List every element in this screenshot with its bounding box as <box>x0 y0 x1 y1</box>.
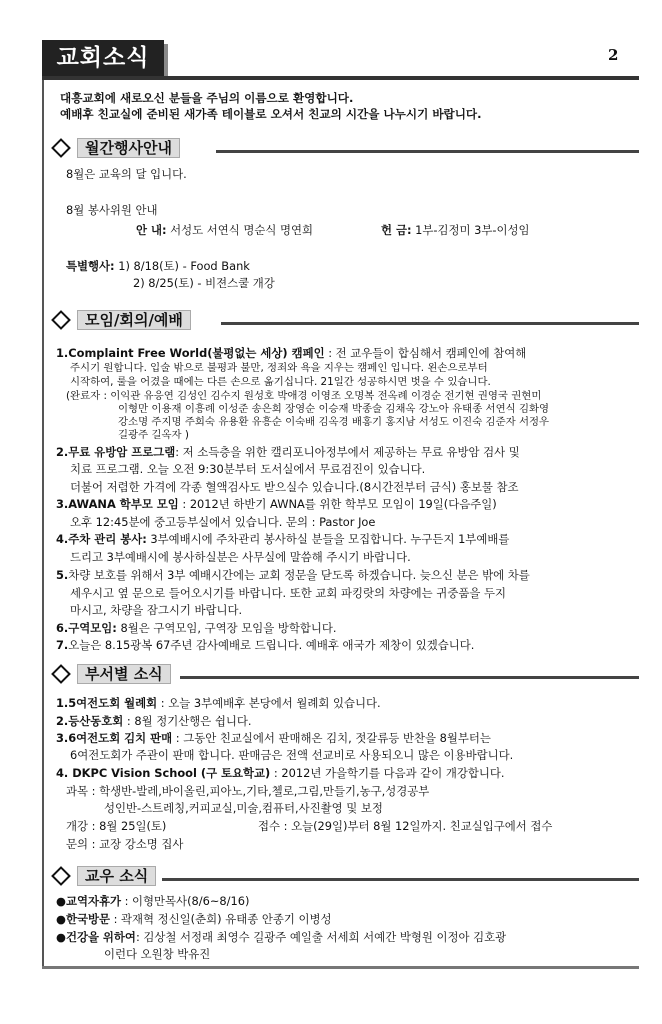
meeting-6-text: 8월은 구역모임, 구역장 모임을 방학합니다. <box>116 621 337 635</box>
member-news-1-text: : 이형만목사(8/6~8/16) <box>120 894 250 908</box>
meeting-1 <box>56 346 526 361</box>
header-rule <box>42 76 639 80</box>
meeting-4 <box>56 532 509 547</box>
section-title: 교우 소식 <box>77 866 156 886</box>
meeting-2-line-3: 더불어 저렴한 가격에 각종 혈액검사도 받으실수 있습니다.(8시간전부터 금식) 홍보물 참조 <box>70 480 519 494</box>
meeting-5-text: 차량 보호를 위해서 3부 예배시간에는 교회 정문을 닫도록 하겠습니다. 늦으신 분은 밖에 차를 <box>68 568 530 582</box>
meeting-5 <box>56 568 530 583</box>
section-rule <box>221 322 639 325</box>
dept-1-title: 1.5여전도회 월례회 <box>56 696 158 710</box>
offering-value: 1부-김정미 3부-이성임 <box>415 223 530 237</box>
section-rule <box>162 878 639 881</box>
meeting-1-title: 1.Complaint Free World(불평없는 세상) 캠페인 <box>56 346 325 360</box>
section-meetings <box>50 310 191 330</box>
dept-4-adult-subjects: 성인반-스트레칭,커피교실,미술,컴퓨터,사진촬영 및 보정 <box>104 801 383 815</box>
diamond-icon <box>51 310 71 330</box>
special-item-2: 2) 8/25(토) - 비젼스쿨 개강 <box>133 276 275 290</box>
special-row-1 <box>66 259 250 274</box>
member-news-2-title: ●한국방문 <box>56 912 110 926</box>
section-title: 월간행사안내 <box>77 138 180 158</box>
meeting-1-line-7: 길광주 길옥자 ) <box>118 429 189 441</box>
dept-2-title: 2.등산동호회 <box>56 714 124 728</box>
section-rule <box>180 676 639 679</box>
section-departments <box>50 664 171 684</box>
guide-value: 서성도 서연식 명순식 명연희 <box>170 223 314 237</box>
dept-3-line-2: 6여전도회가 주관이 판매 합니다. 판매금은 전액 선교비로 사용되오니 많은 이용바랍니다. <box>70 748 514 762</box>
guide-row <box>136 223 313 238</box>
meeting-3-text: : 2012년 하반기 AWNA를 위한 학부모 모임이 19일(다음주일) <box>178 497 497 511</box>
welcome-line-1: 대흥교회에 새로오신 분들을 주님의 이름으로 환영합니다. <box>60 91 354 105</box>
dept-4-start: 개강 : 8월 25일(토) <box>66 819 167 833</box>
dept-3-text: : 그동안 친교실에서 판매해온 김치, 젓갈류등 반찬을 8월부터는 <box>172 731 491 745</box>
member-news-3 <box>56 930 506 945</box>
meeting-2-title: 2.무료 유방암 프로그램 <box>56 445 176 459</box>
dept-1 <box>56 696 381 711</box>
meeting-1-line-4: (완료자 : 이익관 유응연 김성인 김수지 원성호 박애경 이영조 오명복 전옥례 이경순 전기현 권영국 권현미 <box>66 390 542 402</box>
meeting-7-text: 오늘은 8.15광복 67주년 감사예배로 드립니다. 예배후 애국가 제창이 있겠습니다. <box>68 638 475 652</box>
offering-label: 헌 금: <box>381 223 412 237</box>
meeting-4-line-2: 드리고 3부예배시에 봉사하실분은 사무실에 말씀해 주시기 바랍니다. <box>70 550 411 564</box>
member-news-1 <box>56 894 249 909</box>
meeting-2-text: : 저 소득층을 위한 캘리포니아정부에서 제공하는 무료 유방암 검사 및 <box>175 445 520 459</box>
meeting-5-title: 5. <box>56 568 69 582</box>
section-monthly <box>50 138 180 158</box>
dept-4-subjects: 과목 : 학생반-발레,바이올린,피아노,기타,첼로,그림,만들기,농구,성경공부 <box>66 784 430 798</box>
dept-4-text: : 2012년 가을학기를 다음과 같이 개강합니다. <box>270 766 505 780</box>
special-label: 특별행사: <box>66 259 115 273</box>
meeting-1-line-6: 강소명 주지명 주희숙 유용환 유흥순 이숙배 김옥경 배홍기 홍지남 서성도 이진숙 김준자 서정우 <box>118 416 550 428</box>
dept-4-registration: 접수 : 오늘(29일)부터 8월 12일까지. 친교실입구에서 접수 <box>258 819 553 833</box>
monthly-edu-month: 8월은 교육의 달 입니다. <box>66 167 187 181</box>
left-border <box>42 80 44 968</box>
offering-row <box>381 223 530 238</box>
member-news-2 <box>56 912 331 927</box>
dept-1-text: : 오늘 3부예배후 본당에서 월례회 있습니다. <box>157 696 381 710</box>
meeting-1-line-5: 이형만 이용재 이흥례 이성준 송은희 장영순 이승재 박종술 김채옥 강노아 유태종 서연식 김화영 <box>118 403 550 415</box>
dept-4-title: 4. DKPC Vision School (구 토요학교) <box>56 766 271 780</box>
diamond-icon <box>51 664 71 684</box>
member-news-3-title: ●건강을 위하여 <box>56 930 136 944</box>
member-news-1-title: ●교역자휴가 <box>56 894 121 908</box>
meeting-7 <box>56 638 474 653</box>
guide-label: 안 내: <box>136 223 167 237</box>
meeting-4-text: 3부예배시에 주차관리 봉사하실 분들을 모집합니다. 누구든지 1부예배를 <box>146 532 510 546</box>
section-title: 부서별 소식 <box>77 664 171 684</box>
diamond-icon <box>51 138 71 158</box>
volunteer-title: 8월 봉사위원 안내 <box>66 203 158 217</box>
meeting-3-title: 3.AWANA 학부모 모임 <box>56 497 179 511</box>
member-news-3-text: : 김상철 서정래 최영수 길광주 예일출 서세희 서예간 박형원 이정아 김호광 <box>135 930 507 944</box>
meeting-1-line-2: 주시기 원합니다. 입술 밖으로 불평과 불만, 정죄와 욕을 지우는 캠페인 입니다. 왼손으로부터 <box>70 362 488 374</box>
member-news-2-text: : 곽재혁 정신일(춘희) 유태종 안종기 이병성 <box>109 912 332 926</box>
meeting-2-line-2: 치료 프로그램. 오늘 오전 9:30분부터 도서실에서 무료검진이 있습니다. <box>70 462 426 476</box>
meeting-4-title: 4.주차 관리 봉사: <box>56 532 147 546</box>
dept-3 <box>56 731 491 746</box>
meeting-3 <box>56 497 497 512</box>
section-title: 모임/회의/예배 <box>77 310 191 330</box>
diamond-icon <box>51 866 71 886</box>
section-members <box>50 866 156 886</box>
meeting-5-line-3: 마시고, 차량을 잠그시기 바랍니다. <box>70 603 243 617</box>
dept-4-contact: 문의 : 교장 강소명 집사 <box>66 837 184 851</box>
bottom-border <box>42 966 639 969</box>
dept-2-text: : 8월 정기산행은 쉽니다. <box>123 714 252 728</box>
welcome-line-2: 예배후 친교실에 준비된 새가족 테이블로 오셔서 친교의 시간을 나누시기 바랍니다. <box>60 107 482 121</box>
meeting-2 <box>56 445 520 460</box>
header-title: 교회소식 <box>42 40 164 76</box>
meeting-7-title: 7. <box>56 638 69 652</box>
dept-3-title: 3.6여전도회 김치 판매 <box>56 731 173 745</box>
meeting-1-text: : 전 교우들이 합심해서 캠페인에 참여해 <box>324 346 527 360</box>
dept-2 <box>56 714 252 729</box>
meeting-3-line-2: 오후 12:45분에 중고등부실에서 있습니다. 문의 : Pastor Joe <box>70 515 376 529</box>
meeting-6-title: 6.구역모임: <box>56 621 117 635</box>
meeting-1-line-3: 시작하여, 룰을 어겼을 때에는 다른 손으로 옮기십니다. 21일간 성공하시면 벗을 수 있습니다. <box>70 376 491 388</box>
section-rule <box>216 150 639 153</box>
member-news-3-line-2: 이런다 오원창 박유진 <box>104 947 211 961</box>
dept-4 <box>56 766 505 781</box>
meeting-6 <box>56 621 336 636</box>
special-item-1: 1) 8/18(토) - Food Bank <box>118 259 250 273</box>
page-number: 2 <box>608 46 619 64</box>
meeting-5-line-2: 세우시고 옆 문으로 들어오시기를 바랍니다. 또한 교회 파킹랏의 차량에는 귀중품을 두지 <box>70 586 506 600</box>
